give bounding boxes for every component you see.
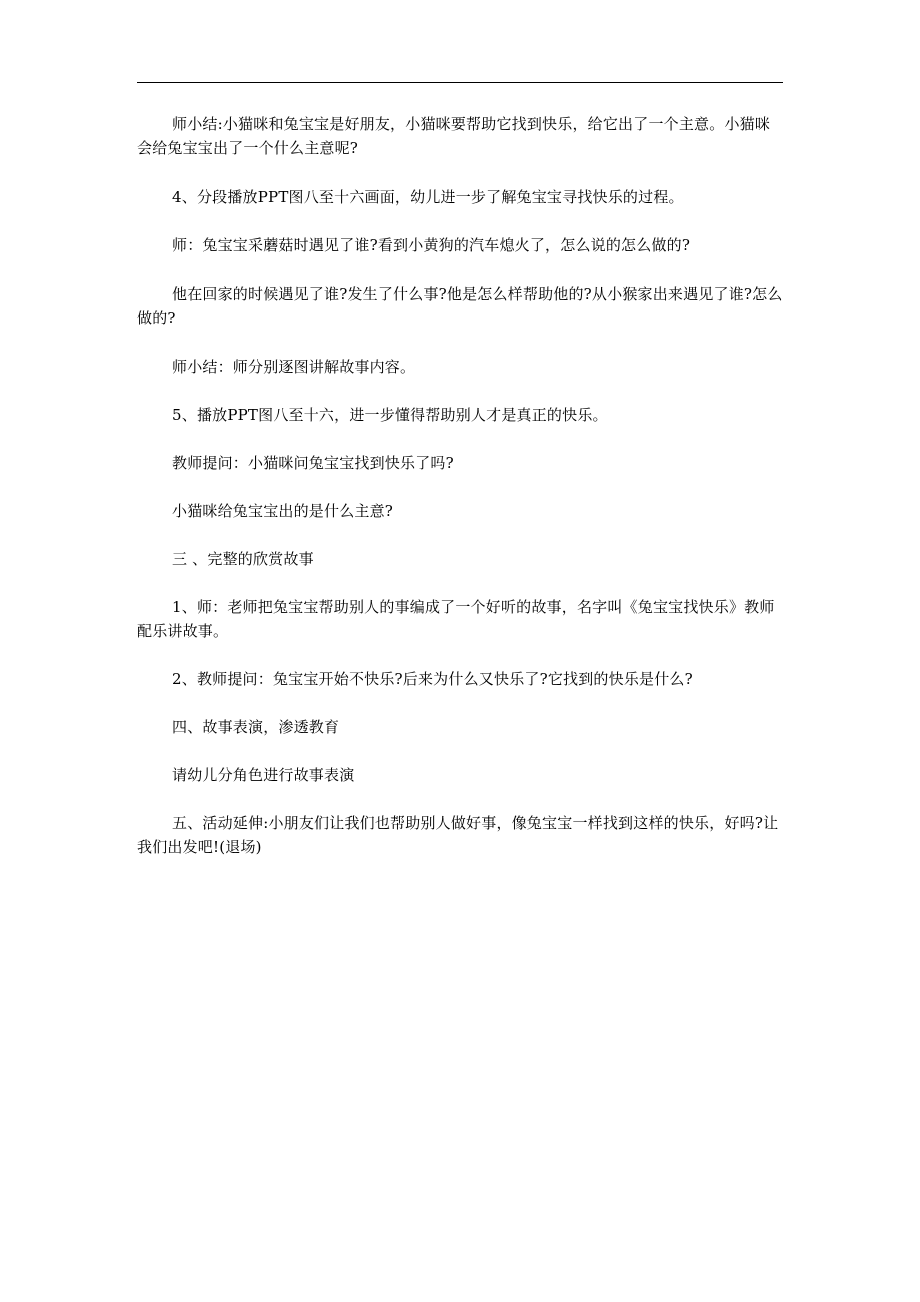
paragraph-question-idea: 小猫咪给兔宝宝出的是什么主意? (172, 502, 394, 520)
paragraph-section3-step-1: 1、师：老师把兔宝宝帮助别人的事编成了一个好听的故事，名字叫《兔宝宝找快乐》教师配乐讲故事。 (137, 598, 775, 640)
paragraph-teacher-summary-1: 师小结:小猫咪和兔宝宝是好朋友，小猫咪要帮助它找到快乐，给它出了一个主意。小猫咪会给兔宝宝出了一个什么主意呢? (137, 115, 771, 157)
paragraph-teacher-question-1: 师：兔宝宝采蘑菇时遇见了谁?看到小黄狗的汽车熄火了，怎么说的怎么做的? (172, 236, 691, 254)
paragraph-step-5: 5、播放PPT图八至十六，进一步懂得帮助别人才是真正的快乐。 (172, 406, 608, 424)
paragraph-role-play: 请幼儿分角色进行故事表演 (172, 766, 355, 784)
paragraph-questions: 他在回家的时候遇见了谁?发生了什么事?他是怎么样帮助他的?从小猴家出来遇见了谁?怎么做的? (137, 285, 783, 327)
paragraph-teacher-question-2: 教师提问：小猫咪问兔宝宝找到快乐了吗? (172, 454, 454, 472)
header-rule (137, 82, 783, 83)
paragraph-section3-step-2: 2、教师提问：兔宝宝开始不快乐?后来为什么又快乐了?它找到的快乐是什么? (172, 670, 693, 688)
paragraph-step-4: 4、分段播放PPT图八至十六画面，幼儿进一步了解兔宝宝寻找快乐的过程。 (172, 188, 684, 206)
paragraph-teacher-summary-2: 师小结：师分别逐图讲解故事内容。 (172, 358, 416, 376)
section-heading-4: 四、故事表演，渗透教育 (172, 718, 340, 736)
section-heading-5-extension: 五、活动延伸:小朋友们让我们也帮助别人做好事，像兔宝宝一样找到这样的快乐，好吗?让我们出发吧!(退场) (137, 814, 779, 856)
section-heading-3: 三 、完整的欣赏故事 (172, 550, 314, 568)
